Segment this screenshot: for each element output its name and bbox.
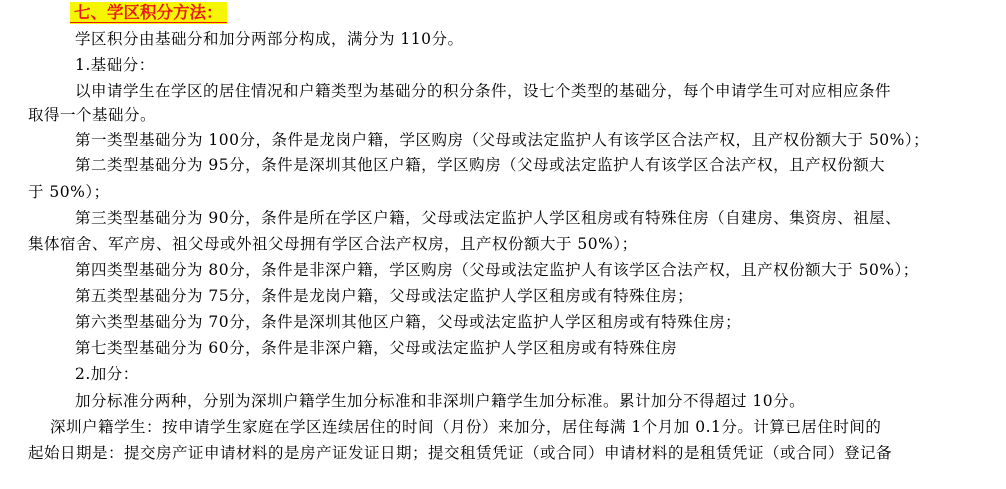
subheading-base-score: 1.基础分： [75,56,155,74]
section-heading [70,2,227,24]
type-2-line-cont: 于 50%）； [28,183,110,201]
heading-underline [70,22,227,23]
paragraph-shenzhen-student: 深圳户籍学生：按申请学生家庭在学区连续居住的时间（月份）来加分，居住每满 1个月加 0.1分。计算已居住时间的 [50,418,882,436]
paragraph-bonus-standard: 加分标准分两种，分别为深圳户籍学生加分标准和非深圳户籍学生加分标准。累计加分不得超过 10分。 [75,392,806,410]
paragraph-base-score-cont: 取得一个基础分。 [28,106,157,124]
paragraph-base-score: 以申请学生在学区的居住情况和户籍类型为基础分的积分条件，设七个类型的基础分，每个申请学生可对应相应条件 [75,82,892,100]
type-7-line: 第七类型基础分为 60分，条件是非深户籍，父母或法定监护人学区租房或有特殊住房 [75,339,678,357]
type-4-line: 第四类型基础分为 80分，条件是非深户籍，学区购房（父母或法定监护人有该学区合法产权，且产权份额大于 50%）； [75,261,919,279]
paragraph-shenzhen-student-cont: 起始日期是：提交房产证申请材料的是房产证发证日期；提交租赁凭证（或合同）申请材料的是租赁凭证（或合同）登记备 [28,444,893,462]
section-heading-text: 七、学区积分方法： [74,3,223,22]
type-2-line: 第二类型基础分为 95分，条件是深圳其他区户籍，学区购房（父母或法定监护人有该学区合法产权，且产权份额大 [75,156,886,174]
type-1-line: 第一类型基础分为 100分，条件是龙岗户籍，学区购房（父母或法定监护人有该学区合法产权，且产权份额大于 50%）； [75,131,930,149]
type-5-line: 第五类型基础分为 75分，条件是龙岗户籍，父母或法定监护人学区租房或有特殊住房； [75,287,694,305]
type-3-line: 第三类型基础分为 90分，条件是所在学区户籍，父母或法定监护人学区租房或有特殊住房（自建房、集资房、祖屋、 [75,209,902,227]
type-6-line: 第六类型基础分为 70分，条件是深圳其他区户籍，父母或法定监护人学区租房或有特殊住房； [75,313,742,331]
subheading-bonus: 2.加分： [75,365,139,383]
type-3-line-cont: 集体宿舍、军产房、祖父母或外祖父母拥有学区合法产权房，且产权份额大于 50%）； [28,235,638,253]
paragraph-intro: 学区积分由基础分和加分两部分构成，满分为 110分。 [75,30,464,48]
